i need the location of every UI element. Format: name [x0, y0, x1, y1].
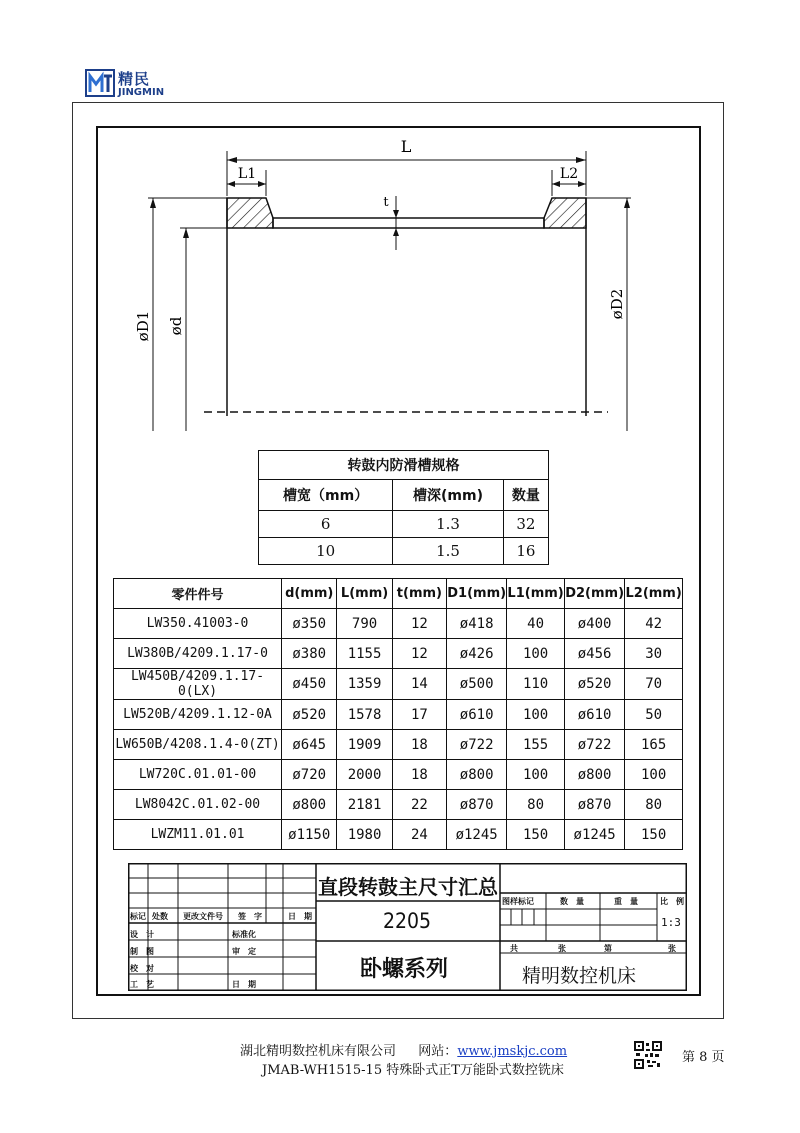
dimension-cell: ø800: [282, 790, 337, 820]
dimension-cell: 155: [507, 730, 565, 760]
dimension-cell: 42: [625, 609, 683, 639]
dimension-cell: 18: [392, 760, 446, 790]
dimension-cell: 100: [507, 639, 565, 669]
dimension-cell: ø1150: [282, 820, 337, 850]
dimension-cell: 100: [507, 760, 565, 790]
parts-dimension-table: [113, 578, 683, 850]
tb-label-mark: 标记: [130, 912, 146, 921]
part-number-cell: LW650B/4208.1.4-0(ZT): [114, 730, 282, 760]
groove-cell: 1.5: [393, 538, 504, 565]
part-number-cell: LWZM11.01.01: [114, 820, 282, 850]
dimension-cell: ø610: [447, 700, 507, 730]
company-logo: [84, 66, 184, 106]
tb-label-date: 日 期: [288, 912, 312, 921]
dimension-cell: 80: [625, 790, 683, 820]
dimension-cell: 12: [392, 609, 446, 639]
parts-header-cell: D1(mm): [447, 579, 507, 609]
dimension-cell: 110: [507, 669, 565, 700]
groove-header-width: 槽宽（mm）: [259, 480, 393, 511]
dimension-cell: ø426: [447, 639, 507, 669]
dimension-cell: ø500: [447, 669, 507, 700]
dim-label-L2: L2: [559, 166, 579, 182]
dimension-cell: ø520: [282, 700, 337, 730]
part-number-cell: LW380B/4209.1.17-0: [114, 639, 282, 669]
qr-code-icon: [634, 1041, 662, 1069]
dimension-cell: 22: [392, 790, 446, 820]
dimension-cell: ø1245: [447, 820, 507, 850]
groove-header-depth: 槽深(mm): [393, 480, 504, 511]
dimension-cell: 12: [392, 639, 446, 669]
table-row: [259, 538, 549, 565]
dim-label-d: ød: [167, 316, 185, 336]
table-row: [114, 820, 683, 850]
parts-header-cell: D2(mm): [564, 579, 624, 609]
table-row: [114, 609, 683, 639]
groove-cell: 16: [503, 538, 548, 565]
dimension-cell: 2000: [337, 760, 392, 790]
footer-company-line: [240, 1040, 567, 1059]
tb-label-check: 校 对: [130, 964, 154, 973]
dimension-cell: 100: [625, 760, 683, 790]
dimension-cell: 1359: [337, 669, 392, 700]
groove-table-title: 转鼓内防滑槽规格: [259, 451, 549, 480]
part-number-cell: LW720C.01.01-00: [114, 760, 282, 790]
dim-label-L1: L1: [237, 166, 257, 182]
dimension-cell: 150: [625, 820, 683, 850]
parts-header-cell: d(mm): [282, 579, 337, 609]
table-row: [114, 639, 683, 669]
parts-header-cell: L2(mm): [625, 579, 683, 609]
dimension-cell: 18: [392, 730, 446, 760]
tb-label-weight: 重 量: [614, 897, 638, 906]
title-block: [128, 863, 687, 991]
logo-text-cn: 精民: [118, 70, 151, 88]
logo-text-en: JINGMIN: [118, 87, 165, 98]
company-name: 精明数控机床: [522, 965, 637, 987]
dimension-cell: ø645: [282, 730, 337, 760]
page-number: 第 8 页: [682, 1050, 725, 1065]
part-number-cell: LW450B/4209.1.17-0(LX): [114, 669, 282, 700]
dimension-cell: ø520: [564, 669, 624, 700]
tb-label-sign: 签 字: [238, 912, 262, 921]
dimension-cell: ø800: [447, 760, 507, 790]
tb-label-review: 审 定: [232, 947, 256, 956]
footer-website-link[interactable]: www.jmskjc.com: [457, 1044, 568, 1059]
footer-company: 湖北精明数控机床有限公司: [240, 1044, 397, 1059]
series-name: 卧螺系列: [360, 957, 449, 982]
dimension-cell: 70: [625, 669, 683, 700]
dimension-cell: ø1245: [564, 820, 624, 850]
dimension-cell: 1578: [337, 700, 392, 730]
dimension-cell: ø870: [447, 790, 507, 820]
drawing-title: 直段转鼓主尺寸汇总: [318, 875, 498, 899]
dimension-cell: 150: [507, 820, 565, 850]
dim-label-D1: øD1: [134, 310, 152, 342]
tb-label-draw: 制 图: [130, 947, 154, 956]
dimension-cell: 1909: [337, 730, 392, 760]
tb-label-standard: 标准化: [232, 930, 256, 939]
dimension-cell: 30: [625, 639, 683, 669]
drum-drawing: [96, 126, 701, 446]
drawing-number: 2205: [383, 909, 432, 933]
tb-label-ratio: 比 例: [660, 897, 684, 906]
tb-label-no: 第: [604, 944, 612, 953]
dimension-cell: 50: [625, 700, 683, 730]
dimension-cell: ø870: [564, 790, 624, 820]
dimension-cell: 40: [507, 609, 565, 639]
tb-label-design: 设 计: [130, 930, 154, 939]
dimension-cell: 14: [392, 669, 446, 700]
tb-label-sheets: 张: [558, 944, 566, 953]
dimension-cell: 790: [337, 609, 392, 639]
groove-cell: 1.3: [393, 511, 504, 538]
table-row: [114, 730, 683, 760]
tb-label-sheet: 张: [668, 944, 676, 953]
dimension-cell: ø380: [282, 639, 337, 669]
parts-header-cell: t(mm): [392, 579, 446, 609]
dimension-cell: 17: [392, 700, 446, 730]
dimension-cell: ø722: [564, 730, 624, 760]
table-row: [114, 700, 683, 730]
tb-label-quantity: 数 量: [560, 897, 584, 906]
table-row: [114, 760, 683, 790]
part-number-cell: LW520B/4209.1.12-0A: [114, 700, 282, 730]
parts-header-row: [114, 579, 683, 609]
table-row: [114, 669, 683, 700]
groove-header-count: 数量: [503, 480, 548, 511]
dimension-cell: 24: [392, 820, 446, 850]
table-row: [259, 511, 549, 538]
dimension-cell: ø350: [282, 609, 337, 639]
dimension-cell: ø800: [564, 760, 624, 790]
dimension-cell: 2181: [337, 790, 392, 820]
dimension-cell: 100: [507, 700, 565, 730]
tb-label-total: 共: [510, 944, 518, 953]
tb-label-change-doc: 更改文件号: [183, 912, 223, 921]
dimension-cell: ø450: [282, 669, 337, 700]
scale-value: 1:3: [661, 916, 681, 929]
dimension-cell: ø720: [282, 760, 337, 790]
tb-label-stage-mark: 图样标记: [502, 897, 534, 906]
dimension-cell: ø456: [564, 639, 624, 669]
dimension-cell: ø400: [564, 609, 624, 639]
dimension-cell: ø418: [447, 609, 507, 639]
dim-label-t: t: [383, 195, 389, 210]
dim-label-D2: øD2: [608, 288, 626, 320]
tb-label-count: 处数: [152, 912, 168, 921]
parts-header-cell: L(mm): [337, 579, 392, 609]
dimension-cell: ø722: [447, 730, 507, 760]
part-number-cell: LW8042C.01.02-00: [114, 790, 282, 820]
part-number-cell: LW350.41003-0: [114, 609, 282, 639]
footer-model-line: JMAB-WH1515-15 特殊卧式正T万能卧式数控铣床: [262, 1063, 564, 1078]
dimension-cell: 1155: [337, 639, 392, 669]
footer-site-label: 网站：: [418, 1044, 458, 1059]
jingmin-logo-icon: [84, 66, 118, 100]
groove-cell: 10: [259, 538, 393, 565]
groove-cell: 32: [503, 511, 548, 538]
groove-spec-table: [258, 450, 549, 565]
table-row: [114, 790, 683, 820]
dimension-cell: ø610: [564, 700, 624, 730]
dimension-cell: 80: [507, 790, 565, 820]
tb-label-date2: 日 期: [232, 980, 256, 989]
tb-label-process: 工 艺: [130, 980, 154, 989]
dimension-cell: 1980: [337, 820, 392, 850]
parts-header-cell: 零件件号: [114, 579, 282, 609]
dim-label-L: L: [400, 137, 412, 156]
dimension-cell: 165: [625, 730, 683, 760]
groove-cell: 6: [259, 511, 393, 538]
parts-header-cell: L1(mm): [507, 579, 565, 609]
